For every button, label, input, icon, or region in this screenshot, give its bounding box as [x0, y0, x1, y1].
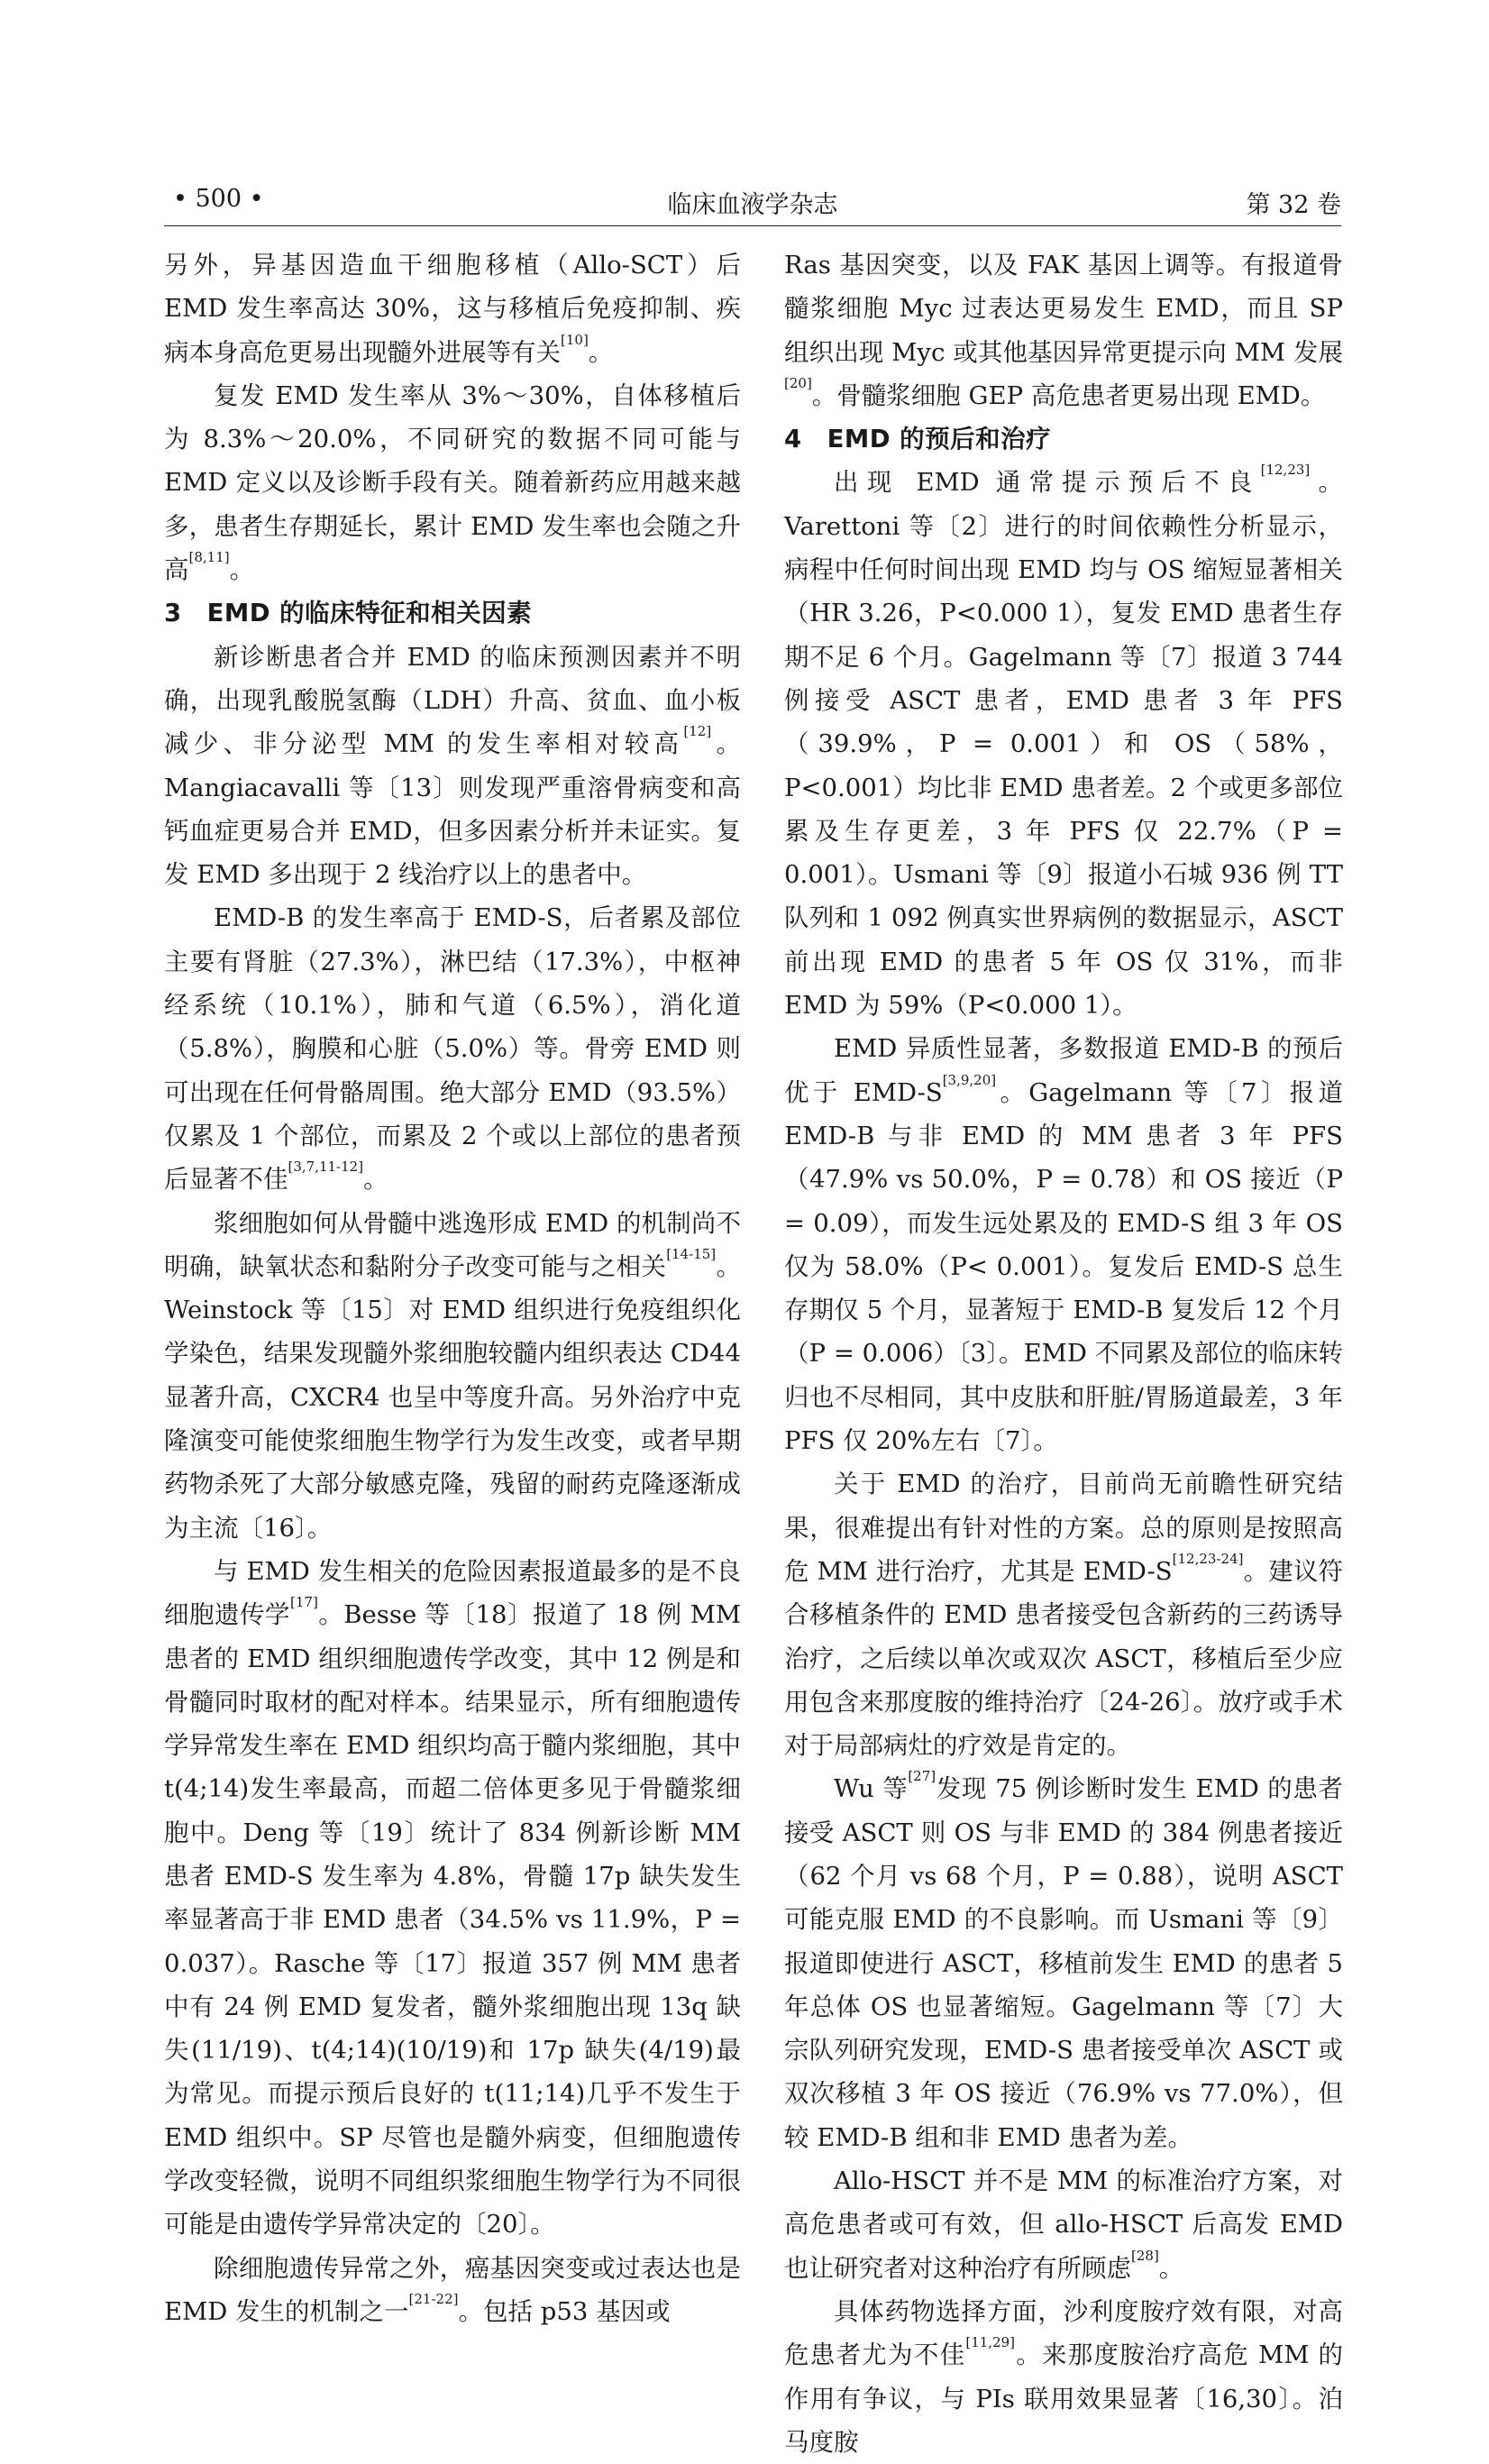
paragraph-text: Allo-HSCT 并不是 MM 的标准治疗方案，对高危患者或可有效，但 allo-HSCT 后高发 EMD 也让研究者对这种治疗有所顾虑 — [784, 2166, 1343, 2283]
citation-ref: [12] — [683, 723, 712, 740]
citation-ref: [11,29] — [965, 2334, 1016, 2351]
paragraph — [784, 461, 1343, 1027]
volume-label: 第 32 卷 — [1246, 191, 1341, 219]
citation-ref: [12,23-24] — [1172, 1550, 1244, 1567]
citation-ref: [21-22] — [408, 2290, 459, 2307]
paragraph-text: EMD 异质性显著，多数报道 EMD-B 的预后优于 EMD-S — [784, 1034, 1343, 1107]
paragraph-text: EMD-B 的发生率高于 EMD-S，后者累及部位主要有肾脏（27.3%），淋巴结（17.3%），中枢神经系统（10.1%），肺和气道（6.5%），消化道（5.8%），胸膜和心脏（5.0%）等。骨旁 EMD 则可出现在任何骨骼周围。绝大部分 EMD（93.5%）仅累及 1 个部位，而累及 2 个或以上部位的患者预后显著不佳 — [164, 903, 741, 1195]
citation-ref: [28] — [1131, 2247, 1159, 2264]
paragraph-text: Wu 等 — [834, 1774, 909, 1804]
left-column — [164, 243, 741, 2333]
paragraph-text-tail: 。 — [1158, 2253, 1184, 2283]
paragraph — [784, 1027, 1343, 1462]
paragraph-text-tail: 发现 75 例诊断时发生 EMD 的患者接受 ASCT 则 OS 与非 EMD 的 384 例患者接近（62 个月 vs 68 个月，P = 0.88），说明 ASCT 可能克服 EMD 的不良影响。而 Usmani 等〔9〕报道即使进行 ASCT，移植前发生 EMD 的患者 5 年总体 OS 也显著缩短。Gagelmann 等〔7〕大宗队列研究发现，EMD-S 患者接受单次 ASCT 或双次移植 3 年 OS 接近（76.9% vs 77.0%），但较 EMD-B 组和非 EMD 患者为差。 — [784, 1774, 1343, 2152]
paragraph-text: 复发 EMD 发生率从 3%～30%，自体移植后为 8.3%～20.0%，不同研究的数据不同可能与 EMD 定义以及诊断手段有关。随着新药应用越来越多，患者生存期延长，累计 EMD 发生率也会随之升高 — [164, 380, 741, 585]
paragraph-text: 与 EMD 发生相关的危险因素报道最多的是不良细胞遗传学 — [164, 1556, 741, 1630]
citation-ref: [14-15] — [666, 1245, 717, 1262]
paragraph-text-tail: 。 — [588, 337, 614, 367]
paragraph-text-tail: 。建议符合移植条件的 EMD 患者接受包含新药的三药诱导治疗，之后续以单次或双次 ASCT，移植后至少应用包含来那度胺的维持治疗〔24-26〕。放疗或手术对于局部病灶的疗效是肯定的。 — [784, 1556, 1344, 1761]
paragraph-text: 另外，异基因造血干细胞移植（Allo-SCT）后 EMD 发生率高达 30%，这与移植后免疫抑制、疾病本身高危更易出现髓外进展等有关 — [164, 251, 741, 367]
paragraph — [784, 1767, 1343, 2159]
journal-title: 临床血液学杂志 — [667, 191, 838, 219]
page-number: • 500 • — [173, 185, 264, 213]
paragraph — [784, 243, 1343, 417]
header-rule — [164, 225, 1341, 226]
paragraph — [164, 374, 741, 591]
paragraph-text: 关于 EMD 的治疗，目前尚无前瞻性研究结果，很难提出有针对性的方案。总的原则是按照高危 MM 进行治疗，尤其是 EMD-S — [784, 1470, 1343, 1586]
paragraph — [164, 2247, 741, 2334]
paragraph — [164, 1202, 741, 1550]
paragraph-text-tail: 。包括 p53 基因或 — [458, 2296, 671, 2326]
section-heading: 4 EMD 的预后和治疗 — [784, 425, 1052, 454]
citation-ref: [17] — [290, 1594, 318, 1611]
paragraph-text-tail: 。Gagelmann 等〔7〕报道 EMD-B 与非 EMD 的 MM 患者 3 年 PFS（47.9% vs 50.0%，P = 0.78）和 OS 接近（P = 0.09），而发生远处累及的 EMD-S 组 3 年 OS 仅为 58.0%（P< 0.001）。复发后 EMD-S 总生存期仅 5 个月，显著短于 EMD-B 复发后 12 个月（P = 0.006）〔3〕。EMD 不同累及部位的临床转归也不尽相同，其中皮肤和肝脏/胃肠道最差，3 年 PFS 仅 20%左右〔7〕。 — [784, 1077, 1343, 1456]
paragraph-text-tail: 。Varettoni 等〔2〕进行的时间依赖性分析显示，病程中任何时间出现 EMD 均与 OS 缩短显著相关（HR 3.26，P<0.000 1），复发 EMD 患者生存期不足 6 个月。Gagelmann 等〔7〕报道 3 744 例接受 ASCT 患者，EMD 患者 3 年 PFS（39.9%，P = 0.001）和 OS（58%，P<0.001）均比非 EMD 患者差。2 个或更多部位累及生存更差，3 年 PFS 仅 22.7%（P = 0.001）。Usmani 等〔9〕报道小石城 936 例 TT 队列和 1 092 例真实世界病例的数据显示，ASCT 前出现 EMD 的患者 5 年 OS 仅 31%，而非 EMD 为 59%（P<0.000 1）。 — [784, 468, 1344, 1021]
citation-ref: [12,23] — [1260, 462, 1311, 479]
paragraph-text: 浆细胞如何从骨髓中逃逸形成 EMD 的机制尚不明确，缺氧状态和黏附分子改变可能与之相关 — [164, 1208, 741, 1281]
paragraph — [164, 243, 741, 374]
citation-ref: [20] — [784, 374, 812, 391]
paragraph-text-tail: 。Weinstock 等〔15〕对 EMD 组织进行免疫组织化学染色，结果发现髓外浆细胞较髓内组织表达 CD44 显著升高，CXCR4 也呈中等度升高。另外治疗中克隆演变可能使浆细胞生物学行为发生改变，或者早期药物杀死了大部分敏感克隆，残留的耐药克隆逐渐成为主流〔16〕。 — [164, 1251, 741, 1543]
paragraph — [784, 2159, 1343, 2290]
citation-ref: [27] — [908, 1768, 936, 1785]
citation-ref: [3,7,11-12] — [288, 1159, 364, 1176]
paragraph — [164, 1550, 741, 2247]
running-header — [164, 185, 1341, 221]
paragraph-text: Ras 基因突变，以及 FAK 基因上调等。有报道骨髓浆细胞 Myc 过表达更易发生 EMD，而且 SP 组织出现 Myc 或其他基因异常更提示向 MM 发展 — [784, 251, 1343, 367]
right-column — [784, 243, 1343, 2464]
citation-ref: [10] — [561, 331, 589, 348]
citation-ref: [8,11] — [188, 549, 230, 566]
paragraph — [164, 896, 741, 1201]
paragraph-text-tail: 。来那度胺治疗高危 MM 的作用有争议，与 PIs 联用效果显著〔16,30〕。泊马度胺 — [784, 2340, 1343, 2457]
paragraph-text: 具体药物选择方面，沙利度胺疗效有限，对高危患者尤为不佳 — [784, 2296, 1343, 2370]
paragraph-text-tail: 。Besse 等〔18〕报道了 18 例 MM 患者的 EMD 组织细胞遗传学改变，其中 12 例是和骨髓同时取材的配对样本。结果显示，所有细胞遗传学异常发生率在 EMD 组织均高于髓内浆细胞，其中 t(4;14)发生率最高，而超二倍体更多见于骨髓浆细胞中。Deng 等〔19〕统计了 834 例新诊断 MM 患者 EMD-S 发生率为 4.8%，骨髓 17p 缺失发生率显著高于非 EMD 患者（34.5% vs 11.9%，P = 0.037）。Rasche 等〔17〕报道 357 例 MM 患者中有 24 例 EMD 复发者，髓外浆细胞出现 13q 缺失(11/19)、t(4;14)(10/19)和 17p 缺失(4/19)最为常见。而提示预后良好的 t(11;14)几乎不发生于 EMD 组织中。SP 尽管也是髓外病变，但细胞遗传学改变轻微，说明不同组织浆细胞生物学行为不同很可能是由遗传学异常决定的〔20〕。 — [164, 1600, 742, 2240]
paragraph-text: 出现 EMD 通常提示预后不良 — [834, 468, 1261, 498]
paragraph — [784, 2290, 1343, 2464]
paragraph-text-tail: 。 — [229, 555, 255, 585]
section-heading: 3 EMD 的临床特征和相关因素 — [164, 599, 533, 628]
paragraph — [164, 636, 741, 897]
paragraph-text-tail: 。 — [363, 1165, 388, 1195]
citation-ref: [3,9,20] — [942, 1071, 997, 1088]
paragraph-text: 新诊断患者合并 EMD 的临床预测因素并不明确，出现乳酸脱氢酶（LDH）升高、贫血、血小板减少、非分泌型 MM 的发生率相对较高 — [164, 642, 741, 759]
paragraph-text: 除细胞遗传异常之外，癌基因突变或过表达也是 EMD 发生的机制之一 — [164, 2253, 741, 2326]
paragraph-text-tail: 。Mangiacavalli 等〔13〕则发现严重溶骨病变和高钙血症更易合并 EMD，但多因素分析并未证实。复发 EMD 多出现于 2 线治疗以上的患者中。 — [164, 729, 741, 890]
paragraph-text-tail: 。骨髓浆细胞 GEP 高危患者更易出现 EMD。 — [811, 380, 1326, 410]
paragraph — [784, 1462, 1343, 1767]
